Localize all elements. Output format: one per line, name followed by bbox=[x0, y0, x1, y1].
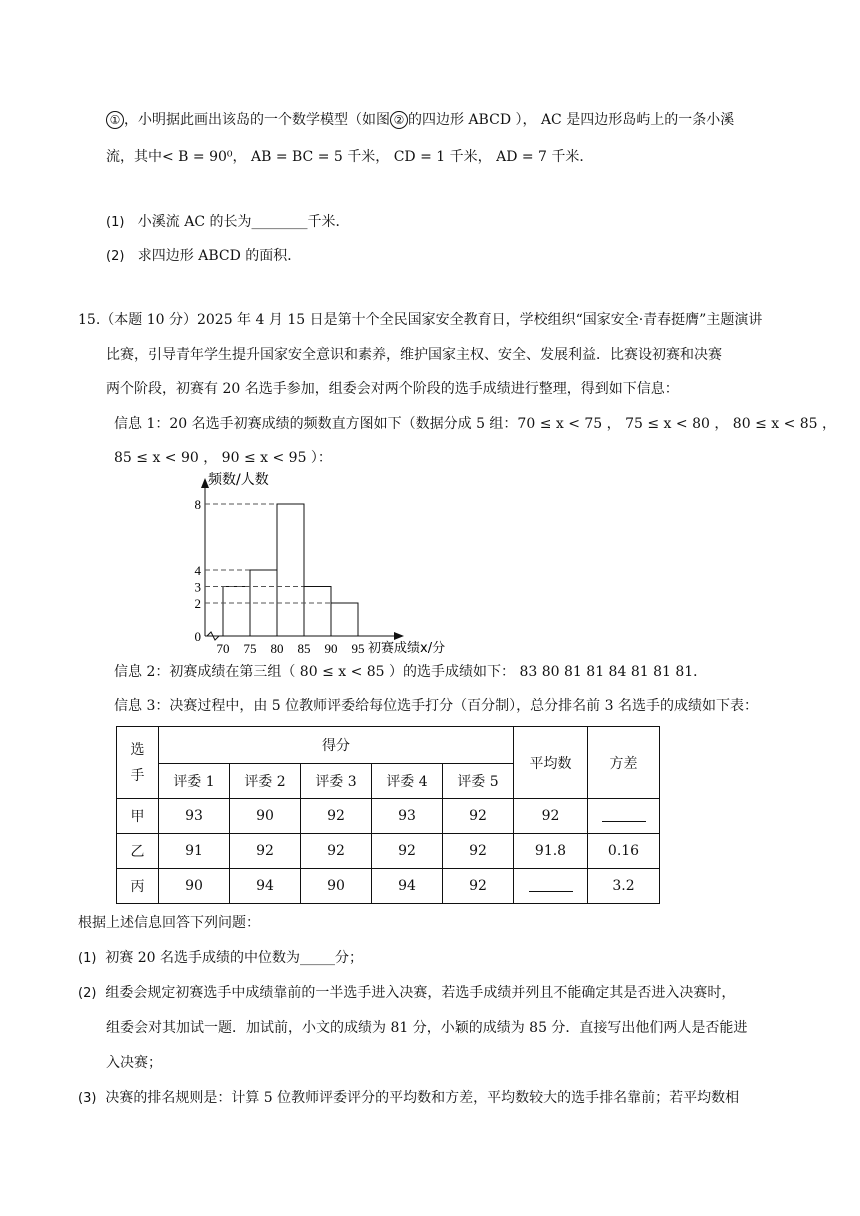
histogram-bar bbox=[223, 587, 250, 637]
variance-cell: 3.2 bbox=[588, 869, 660, 904]
sq-3-number: (3) bbox=[78, 1091, 97, 1106]
variance-cell: 0.16 bbox=[588, 834, 660, 869]
x-tick-label: 80 bbox=[270, 641, 284, 656]
sq-1-text: 初赛 20 名选手成绩的中位数为_____分； bbox=[105, 950, 364, 966]
sq-2-line-3: 入决赛； bbox=[106, 1055, 162, 1071]
table-row bbox=[117, 869, 660, 904]
subq-1-text: 小溪流 AC 的长为________千米． bbox=[137, 214, 350, 230]
circle-mark-2: ② bbox=[390, 111, 408, 129]
sq-1-number: (1) bbox=[78, 951, 97, 966]
score-cell: 93 bbox=[159, 799, 230, 834]
score-cell: 92 bbox=[230, 834, 301, 869]
score-cell: 92 bbox=[301, 834, 372, 869]
table-row bbox=[117, 799, 660, 834]
subq-2 bbox=[106, 246, 301, 267]
th-judge-1: 评委 1 bbox=[159, 764, 230, 799]
th-variance: 方差 bbox=[588, 727, 660, 799]
sq-1 bbox=[78, 948, 363, 969]
x-tick-label: 95 bbox=[351, 641, 365, 656]
sq-3 bbox=[78, 1088, 739, 1109]
histogram-chart bbox=[180, 470, 480, 660]
p15-line-3: 两个阶段，初赛有 20 名选手参加，组委会对两个阶段的选手成绩进行整理，得到如下信息： bbox=[106, 381, 679, 397]
sq-2-text-1: 组委会规定初赛选手中成绩靠前的一半选手进入决赛，若选手成绩并列且不能确定其是否进入决赛时， bbox=[105, 985, 736, 1001]
x-axis-label: 初赛成绩x/分 bbox=[368, 641, 446, 656]
p15-line-1: 15.（本题 10 分）2025 年 4 月 15 日是第十个全民国家安全教育日，学校组织“国家安全·青春挺膺”主题演讲 bbox=[78, 312, 763, 328]
player-name: 甲 bbox=[117, 799, 159, 834]
info2-line: 信息 2：初赛成绩在第三组（ 80 ≤ x < 85 ）的选手成绩如下： 83 80 81 81 84 81 81 81． bbox=[114, 664, 708, 680]
variance-cell bbox=[588, 799, 660, 834]
info1-line-2: 85 ≤ x < 90 ， 90 ≤ x < 95 ）： bbox=[114, 450, 332, 466]
sq-2-line-2: 组委会对其加试一题．加试前，小文的成绩为 81 分，小颖的成绩为 85 分．直接写出他们两人是否能进 bbox=[106, 1020, 748, 1036]
info3-line: 信息 3：决赛过程中，由 5 位教师评委给每位选手打分（百分制），总分排名前 3 名选手的成绩如下表： bbox=[114, 698, 758, 714]
th-judge-4: 评委 4 bbox=[372, 764, 443, 799]
y-tick-label: 4 bbox=[194, 563, 201, 578]
player-name: 乙 bbox=[117, 834, 159, 869]
mean-cell: 91.8 bbox=[514, 834, 588, 869]
player-header-char: 选 bbox=[130, 741, 145, 758]
mean-blank bbox=[529, 877, 573, 892]
score-cell: 91 bbox=[159, 834, 230, 869]
score-cell: 92 bbox=[443, 834, 514, 869]
th-judge-5: 评委 5 bbox=[443, 764, 514, 799]
histogram-bar bbox=[304, 587, 331, 637]
sq-3-text: 决赛的排名规则是：计算 5 位教师评委评分的平均数和方差，平均数较大的选手排名靠前；若平均数相 bbox=[105, 1090, 740, 1106]
score-cell: 92 bbox=[301, 799, 372, 834]
y-tick-label: 2 bbox=[194, 596, 201, 611]
mean-cell: 92 bbox=[514, 799, 588, 834]
circle-mark-1: ① bbox=[106, 111, 124, 129]
score-cell: 92 bbox=[372, 834, 443, 869]
mean-cell bbox=[514, 869, 588, 904]
x-tick-label: 85 bbox=[297, 641, 311, 656]
player-name: 丙 bbox=[117, 869, 159, 904]
score-cell: 92 bbox=[443, 869, 514, 904]
sq-2-number: (2) bbox=[78, 986, 97, 1001]
score-table bbox=[116, 726, 660, 904]
subq-1-number: (1) bbox=[106, 215, 125, 230]
y-tick-label: 8 bbox=[194, 497, 201, 512]
score-cell: 94 bbox=[230, 869, 301, 904]
intro-text-a: ，小明据此画出该岛的一个数学模型（如图 bbox=[124, 112, 390, 128]
intro-text-b: 的四边形 ABCD ）， AC 是四边形岛屿上的一条小溪 bbox=[408, 112, 735, 128]
subq-2-number: (2) bbox=[106, 249, 125, 264]
sq-2 bbox=[78, 983, 735, 1004]
th-score: 得分 bbox=[159, 727, 514, 764]
score-cell: 92 bbox=[443, 799, 514, 834]
intro-line-1 bbox=[106, 110, 734, 130]
th-player bbox=[117, 727, 159, 799]
score-cell: 90 bbox=[301, 869, 372, 904]
x-axis-arrow bbox=[394, 632, 404, 640]
histogram-bar bbox=[331, 603, 358, 636]
score-cell: 94 bbox=[372, 869, 443, 904]
score-cell: 90 bbox=[230, 799, 301, 834]
player-header-char: 手 bbox=[130, 767, 145, 784]
th-judge-3: 评委 3 bbox=[301, 764, 372, 799]
after-table-text: 根据上述信息回答下列问题： bbox=[78, 915, 260, 931]
x-tick-label: 70 bbox=[216, 641, 230, 656]
y-tick-label: 3 bbox=[194, 579, 201, 595]
subq-1 bbox=[106, 212, 350, 233]
th-judge-2: 评委 2 bbox=[230, 764, 301, 799]
th-mean: 平均数 bbox=[514, 727, 588, 799]
p15-line-2: 比赛，引导青年学生提升国家安全意识和素养，维护国家主权、安全、发展利益．比赛设初赛和决赛 bbox=[106, 347, 722, 363]
y-tick-label: 0 bbox=[194, 629, 201, 644]
y-axis-label: 频数/人数 bbox=[208, 472, 269, 488]
score-cell: 90 bbox=[159, 869, 230, 904]
score-cell: 93 bbox=[372, 799, 443, 834]
intro-line-2: 流，其中< B = 90⁰， AB = BC = 5 千米， CD = 1 千米， AD = 7 千米． bbox=[106, 149, 594, 165]
table-row bbox=[117, 834, 660, 869]
info1-line-1: 信息 1：20 名选手初赛成绩的频数直方图如下（数据分成 5 组：70 ≤ x < 75 ， 75 ≤ x < 80 ， 80 ≤ x < 85 ， bbox=[114, 416, 837, 432]
histogram-bar bbox=[277, 504, 304, 636]
subq-2-text: 求四边形 ABCD 的面积． bbox=[137, 248, 302, 264]
x-tick-label: 90 bbox=[324, 641, 338, 656]
x-tick-label: 75 bbox=[243, 641, 257, 656]
variance-blank bbox=[602, 807, 646, 822]
